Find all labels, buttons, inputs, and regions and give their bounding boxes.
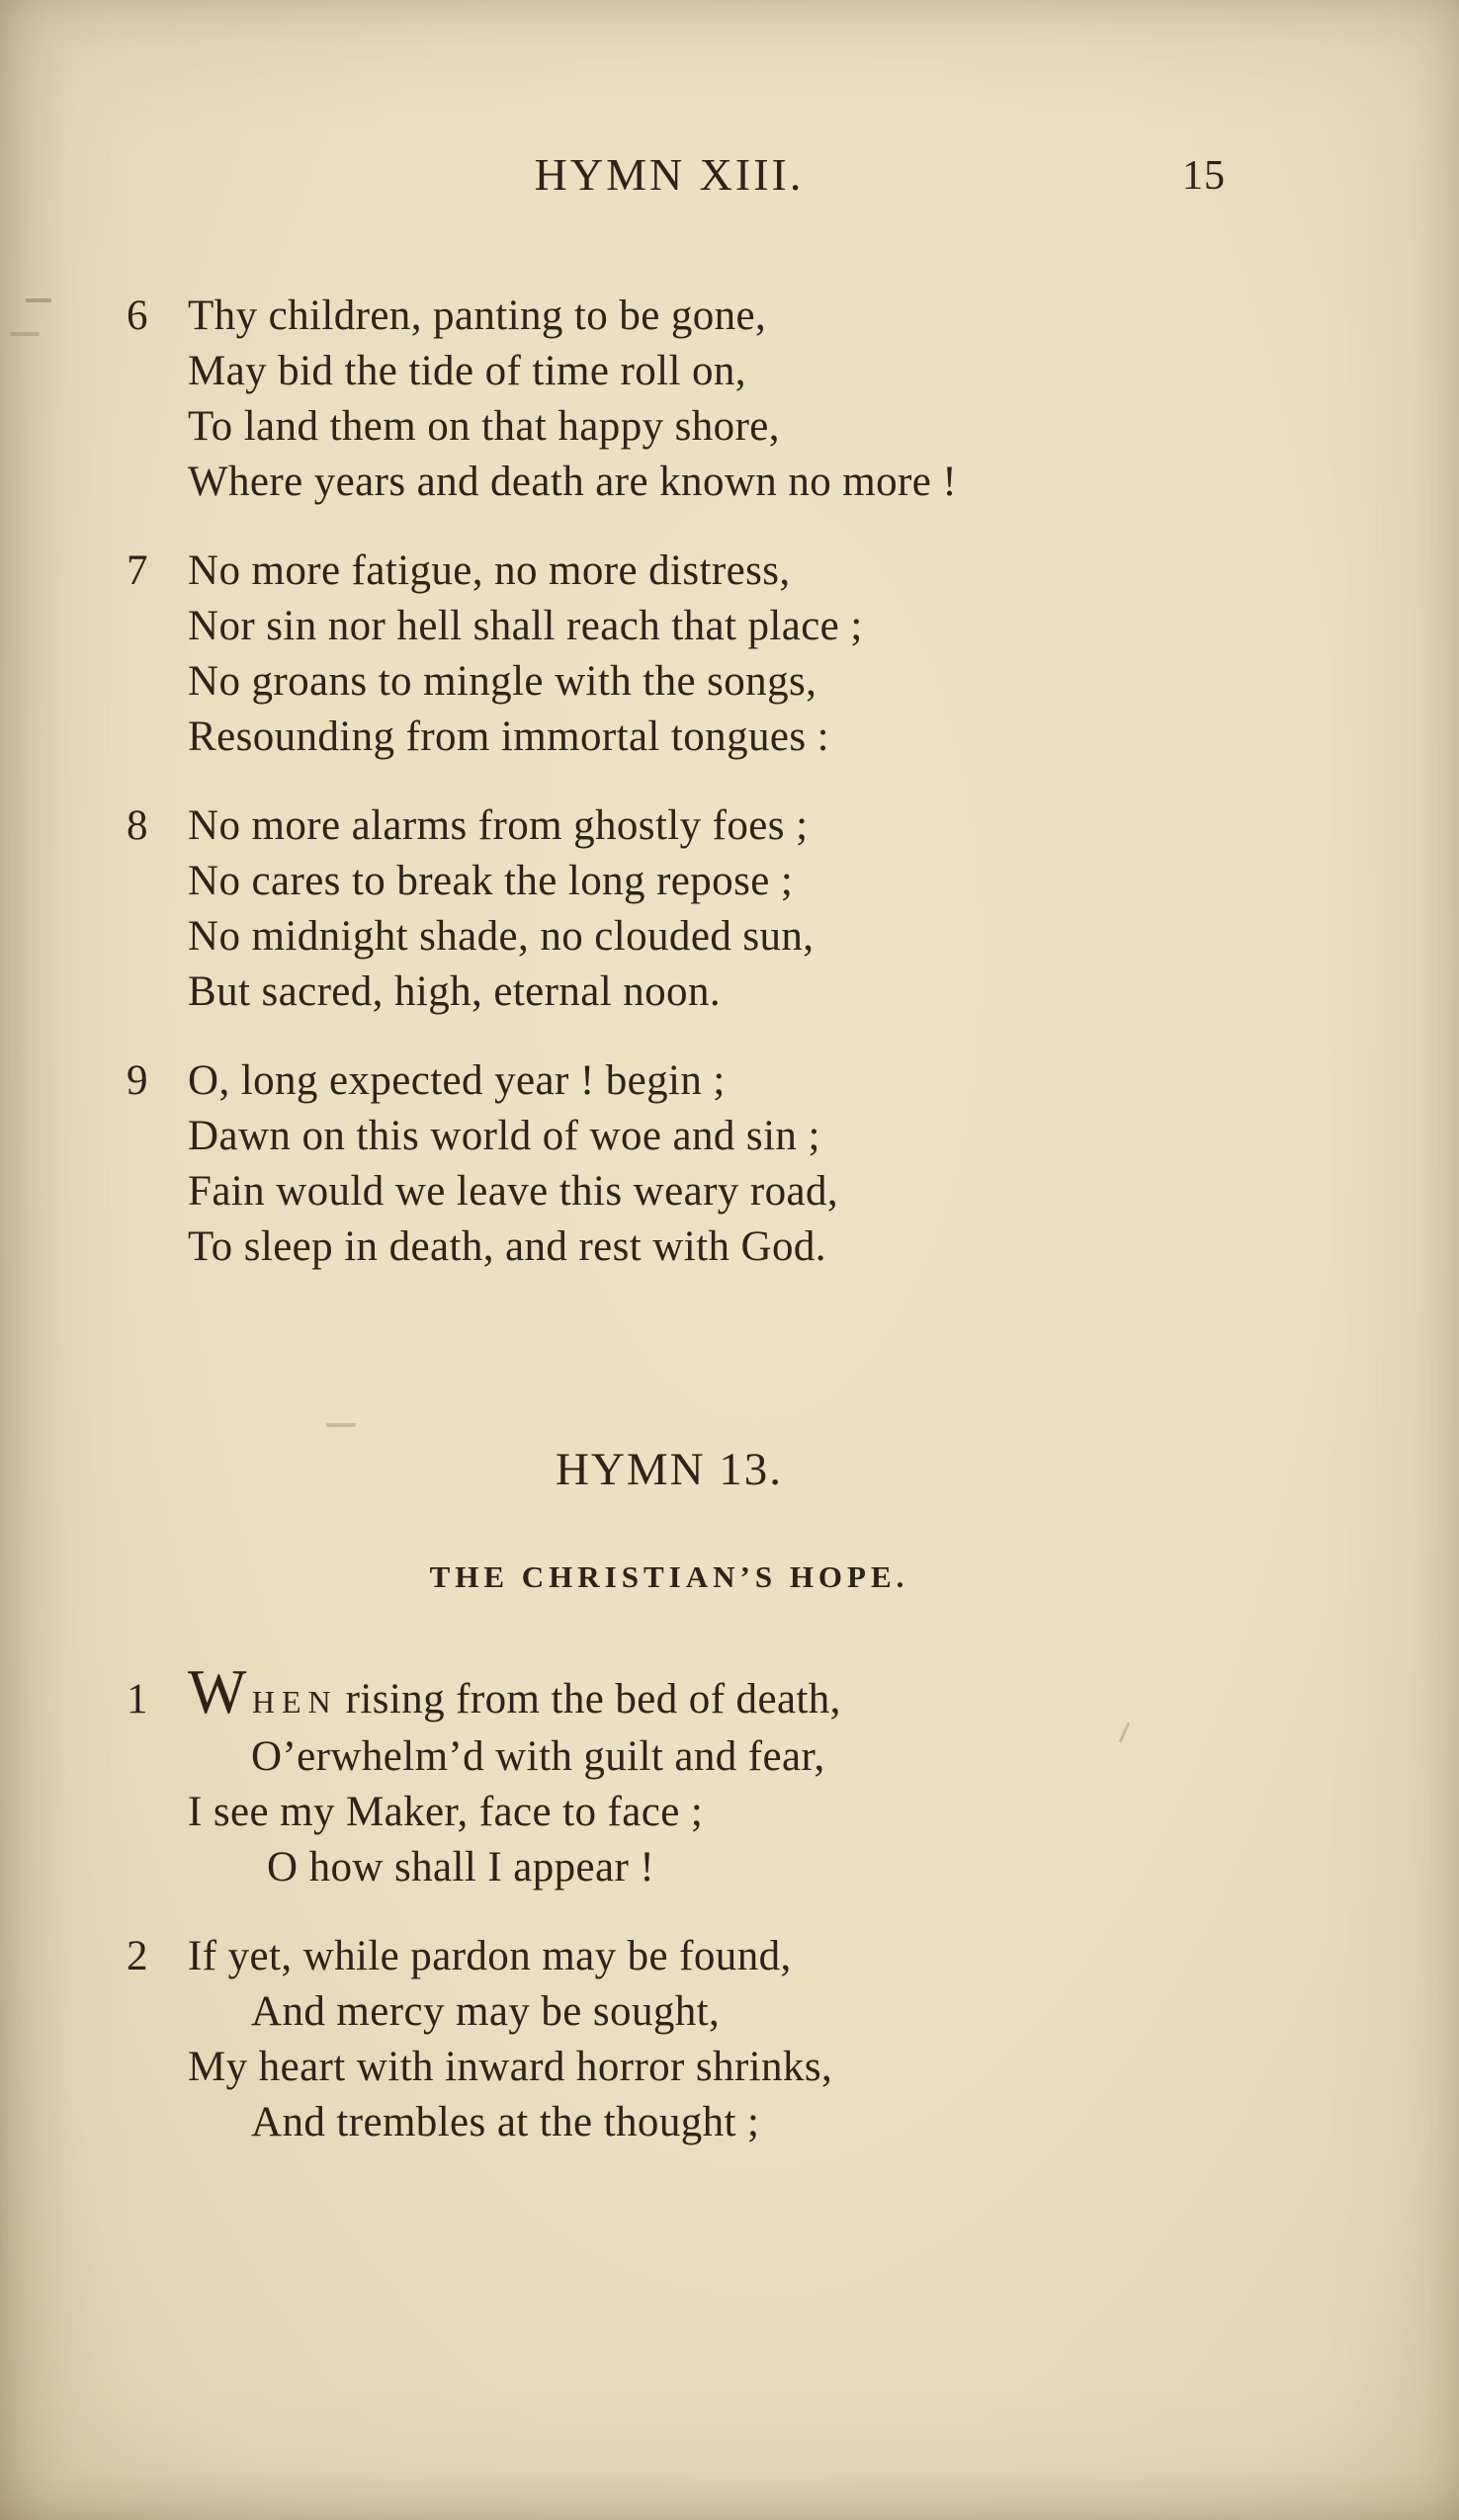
verse-line: Nor sin nor hell shall reach that place ; xyxy=(188,603,863,649)
hymn-heading: HYMN 13. xyxy=(555,1444,784,1495)
verse-number: 6 xyxy=(127,293,148,339)
page-header xyxy=(127,148,1226,217)
verse xyxy=(127,1929,1212,2150)
verse-line: Resounding from immortal tongues : xyxy=(188,714,829,760)
verse-line: Thy children, panting to be gone, xyxy=(188,293,767,339)
verse-line: O’erwhelm’d with guilt and fear, xyxy=(251,1733,825,1780)
verse-line: May bid the tide of time roll on, xyxy=(188,348,746,394)
verse-line: I see my Maker, face to face ; xyxy=(188,1789,704,1835)
verse xyxy=(127,544,1212,765)
verse-line: No more alarms from ghostly foes ; xyxy=(188,802,809,849)
verse-line: And mercy may be sought, xyxy=(251,1988,721,2035)
verse xyxy=(127,1657,1212,1895)
hymn-12-continued-verses xyxy=(127,289,1212,1275)
verse-number: 9 xyxy=(127,1057,148,1104)
verse-number: 7 xyxy=(127,547,148,594)
verse-line: To sleep in death, and rest with God. xyxy=(188,1223,826,1270)
verse-number: 2 xyxy=(127,1933,148,1979)
verse-line: But sacred, high, eternal noon. xyxy=(188,968,722,1015)
verse-line: No more fatigue, no more distress, xyxy=(188,547,791,594)
verse xyxy=(127,289,1212,510)
verse-line: Dawn on this world of woe and sin ; xyxy=(188,1113,820,1159)
verse-line: No midnight shade, no clouded sun, xyxy=(188,913,815,960)
verse-number: 8 xyxy=(127,802,148,849)
verse xyxy=(127,798,1212,1020)
verse-line: O, long expected year ! begin ; xyxy=(188,1057,726,1104)
running-title: HYMN XIII. xyxy=(534,149,805,200)
verse-line-text: rising from the bed of death, xyxy=(345,1676,841,1722)
verse-line: If yet, while pardon may be found, xyxy=(188,1933,792,1979)
verse-lines xyxy=(188,544,1212,765)
verse xyxy=(127,1053,1212,1275)
verse-line: No cares to break the long repose ; xyxy=(188,858,794,904)
verse-line: To land them on that happy shore, xyxy=(188,403,780,450)
hymn-subtitle: THE CHRISTIAN’S HOPE. xyxy=(429,1559,909,1594)
verse-line-opening xyxy=(188,1657,1212,1729)
verse-lines xyxy=(188,798,1212,1020)
page-number: 15 xyxy=(1182,153,1226,199)
verse-lines xyxy=(188,1929,1212,2150)
drop-cap: W xyxy=(188,1657,247,1726)
hymn-13-verses xyxy=(127,1657,1212,2150)
verse-line: No groans to mingle with the songs, xyxy=(188,658,817,705)
verse-lines xyxy=(188,1657,1212,1895)
verse-line: Fain would we leave this weary road, xyxy=(188,1168,839,1215)
verse-line: And trembles at the thought ; xyxy=(251,2099,760,2145)
verse-line: My heart with inward horror shrinks, xyxy=(188,2044,833,2090)
verse-line: Where years and death are known no more ! xyxy=(188,459,958,505)
small-caps: HEN xyxy=(251,1684,338,1720)
verse-number: 1 xyxy=(127,1676,148,1722)
verse-lines xyxy=(188,289,1212,510)
verse-lines xyxy=(188,1053,1212,1275)
verse-line: O how shall I appear ! xyxy=(267,1844,655,1890)
hymn-13-section xyxy=(127,1443,1212,2150)
